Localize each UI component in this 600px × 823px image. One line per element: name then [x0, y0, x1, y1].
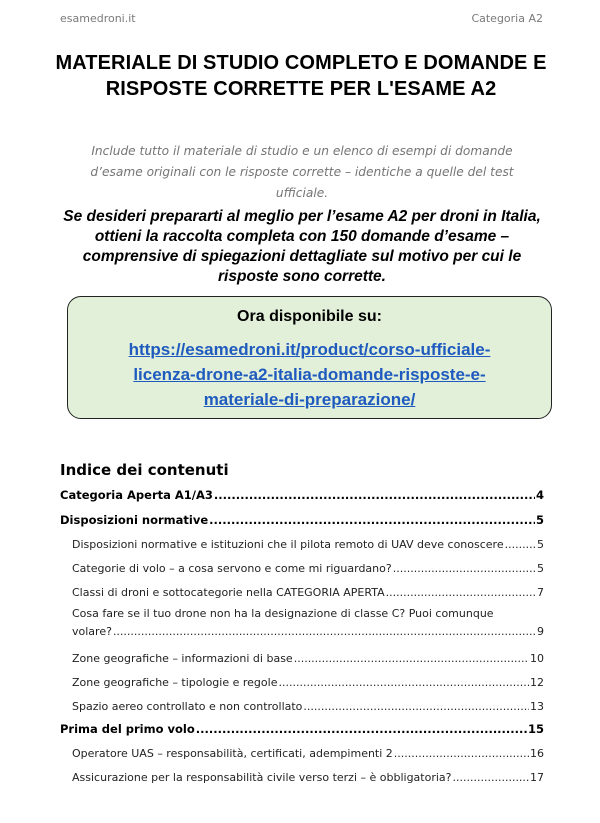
toc-entry-designazione-classe-c[interactable]: [60, 605, 544, 641]
availability-label: Ora disponibile su:: [237, 308, 382, 325]
header-category: Categoria A2: [471, 12, 543, 25]
toc-entry-categoria-aperta[interactable]: [60, 484, 544, 502]
product-link-line-3[interactable]: materiale-di-preparazione/: [203, 390, 416, 409]
toc-entry-page: 12: [530, 676, 544, 689]
toc-entry-text: Assicurazione per la responsabilità civile verso terzi – è obbligatoria?: [72, 771, 452, 784]
toc-entry-text: Disposizioni normative: [60, 513, 209, 527]
toc-entry-assicurazione[interactable]: [60, 766, 544, 784]
header-site-name: esamedroni.it: [60, 12, 136, 25]
toc-entry-operatore-uas[interactable]: [60, 742, 544, 760]
promo-text: Se desideri prepararti al meglio per l’esame A2 per droni in Italia, ottieni la raccolta completa con 150 domande d’esame – comprensive di spiegazioni dettagliate sul motivo per cui le risposte sono corrette.: [63, 208, 541, 285]
toc-entry-page: 17: [530, 771, 544, 784]
toc-entry-text: Categorie di volo – a cosa servono e come mi riguardano?: [72, 562, 392, 575]
toc-entry-text: Categoria Aperta A1/A3: [60, 488, 213, 502]
toc-entry-text: Operatore UAS – responsabilità, certificati, adempimenti 2: [72, 747, 393, 760]
toc-entry-zone-tipologie[interactable]: [60, 671, 544, 689]
toc-entry-text: Prima del primo volo: [60, 722, 195, 736]
product-link-line-2[interactable]: licenza-drone-a2-italia-domande-risposte-e-: [133, 365, 486, 384]
toc-entry-text: Zone geografiche – informazioni di base: [72, 652, 293, 665]
availability-box: [67, 296, 552, 419]
toc-entry-page: 4: [535, 488, 544, 502]
toc-entry-page: 9: [537, 625, 544, 638]
toc-entry-page: 5: [537, 538, 544, 551]
product-link[interactable]: [88, 337, 531, 412]
toc-entry-classi-di-droni[interactable]: [60, 581, 544, 599]
toc-entry-zone-info-base[interactable]: [60, 647, 544, 665]
toc-entry-prima-del-primo-volo[interactable]: [60, 718, 544, 736]
toc-entry-page: 13: [530, 700, 544, 713]
toc-entry-text-continued: volare?: [72, 625, 112, 638]
toc-entry-text: Classi di droni e sottocategorie nella CATEGORIA APERTA: [72, 586, 385, 599]
toc-entry-page: 5: [535, 513, 544, 527]
toc-heading: Indice dei contenuti: [60, 461, 229, 479]
table-of-contents: [60, 484, 544, 784]
toc-entry-page: 16: [530, 747, 544, 760]
toc-entry-page: 10: [530, 652, 544, 665]
toc-entry-page: 5: [537, 562, 544, 575]
toc-entry-istituzioni[interactable]: [60, 533, 544, 551]
toc-entry-page: 15: [527, 722, 544, 736]
toc-entry-text: Disposizioni normative e istituzioni che il pilota remoto di UAV deve conoscere: [72, 538, 504, 551]
document-subtitle: Include tutto il materiale di studio e un elenco di esempi di domande d’esame originali con le risposte corrette – identiche a quelle del test ufficiale.: [90, 144, 514, 200]
toc-entry-text: Cosa fare se il tuo drone non ha la designazione di classe C? Puoi comunque: [72, 607, 494, 620]
toc-entry-disposizioni-normative[interactable]: [60, 509, 544, 527]
document-title: MATERIALE DI STUDIO COMPLETO E DOMANDE E RISPOSTE CORRETTE PER L'ESAME A2: [55, 52, 547, 100]
toc-entry-page: 7: [537, 586, 544, 599]
toc-entry-categorie-di-volo[interactable]: [60, 557, 544, 575]
toc-entry-spazio-aereo[interactable]: [60, 695, 544, 713]
toc-entry-text: Zone geografiche – tipologie e regole: [72, 676, 278, 689]
product-link-line-1[interactable]: https://esamedroni.it/product/corso-ufficiale-: [128, 340, 491, 359]
toc-entry-text: Spazio aereo controllato e non controllato: [72, 700, 303, 713]
